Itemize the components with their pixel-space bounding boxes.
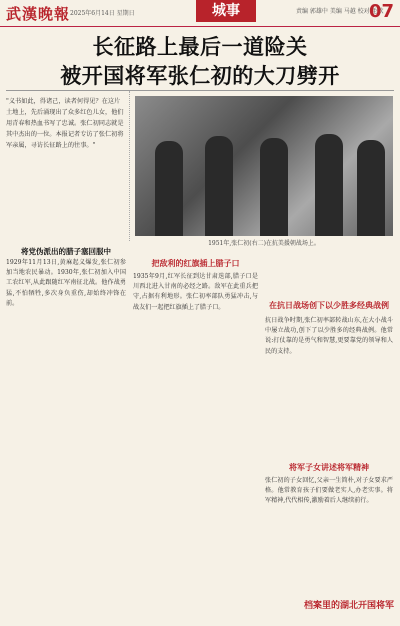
article-column-3: 抗日战争时期,张仁初率部转战山东,在大小战斗中屡立战功,创下了以少胜多的经典战例。他常说:打仗靠的是勇气和智慧,更要靠党的领导和人民的支持。 (265, 317, 393, 355)
subhead-spirit: 将军子女讲述将军精神 (289, 462, 369, 472)
section-tag: 城事 (196, 0, 256, 22)
subhead-antijapanese: 在抗日战场创下以少胜多经典战例 (269, 300, 389, 310)
editor-credits: 责编 郭雄中 美编 马越 校对 毛欣 (296, 8, 384, 15)
subhead-laziko: 把敌利的红旗插上腊子口 (151, 258, 240, 268)
headline-line-2: 被开国将军张仁初的大刀劈开 (60, 63, 340, 88)
intro-text: "义书如此，得诸己，读者何得见？在这片土地上，先后涌现出了众多红色儿女，他们用青春和热血书写了忠诚。张仁初同志就是其中杰出的一位。本报记者专访了张仁初将军亲属，寻访长征路上的往事。" (6, 98, 124, 149)
photo-figure (155, 141, 183, 236)
photo-figure (315, 134, 343, 236)
article-column-4: 张仁初的子女回忆,父亲一生简朴,对子女要求严格。他常教育孩子们要做老实人,办老实事。将军精神,代代相传,激励着后人继续前行。 (265, 477, 393, 505)
issue-date: 2025年6月14日 星期日 (70, 10, 135, 17)
headline-line-1: 长征路上最后一道险关 (92, 34, 308, 59)
photo-figure (357, 140, 385, 236)
photo-figure (260, 138, 288, 236)
photo-caption: 1951年,张仁初(右二)在抗美援朝战场上。 (208, 240, 320, 247)
photo-figure (205, 136, 233, 236)
article-column-2: 1935年9月,红军长征到达甘肃迭部,腊子口是川西北进入甘南的必经之路。敌军在此重兵把守,占据有利地形。张仁初率部队勇猛冲击,与战友们一起把红旗插上了腊子口。 (133, 273, 258, 311)
masthead-logo: 武漢晚報 (6, 5, 71, 23)
page-number: 07 (368, 1, 394, 22)
section-heading: 将党伪派出的腊子塞回服中 (21, 247, 111, 256)
article-column-1: 1929年11月13日,黄麻起义爆发,张仁初参加当地农民暴动。1930年,张仁初加入中国工农红军,从此跟随红军南征北战。他作战勇猛,不怕牺牲,多次身负重伤,却始终冲锋在前。 (6, 259, 126, 307)
series-title: 档案里的湖北开国将军 (303, 601, 394, 611)
historical-photo (135, 96, 393, 236)
page-header (0, 0, 400, 27)
